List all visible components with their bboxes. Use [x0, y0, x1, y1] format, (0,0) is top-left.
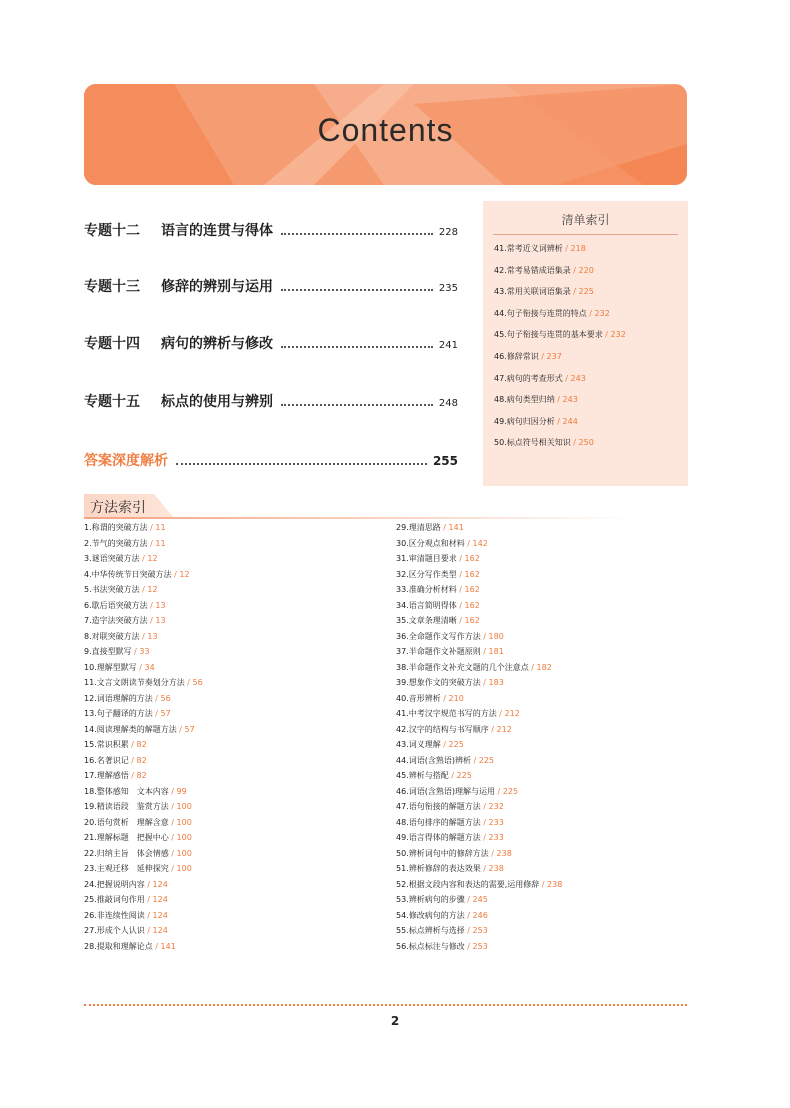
method-item-text: 40.音形辨析	[396, 693, 441, 703]
method-item[interactable]: 40.音形辨析 / 210	[396, 693, 464, 703]
toc-page-number: 235	[438, 283, 458, 294]
method-item-page: 182	[536, 662, 552, 672]
method-item-page: 238	[488, 864, 504, 873]
method-item[interactable]: 51.辨析修辞的表达效果 / 238	[396, 864, 504, 873]
method-item-text: 47.语句衔接的解题方法	[396, 802, 481, 811]
method-item-text: 46.词语(含熟语)理解与运用	[396, 786, 495, 796]
method-item-text: 53.辨析病句的步骤	[396, 895, 465, 904]
method-item-text: 27.形成个人认识	[84, 926, 145, 935]
method-item-text: 52.根据文段内容和表达的需要,运用修辞	[396, 879, 540, 889]
method-item-text: 28.提取和理解论点	[84, 941, 153, 951]
method-item[interactable]: 8.对联突破方法 / 13	[84, 631, 158, 641]
method-item-text: 13.句子翻译的方法	[84, 709, 153, 718]
index-item[interactable]: 45.句子衔接与连贯的基本要求 / 232	[494, 330, 626, 340]
method-item[interactable]: 38.半命题作文补充文题的几个注意点 / 182	[396, 662, 552, 672]
index-item-text: 50.标点符号相关知识	[494, 438, 571, 448]
method-item[interactable]: 23.主观迁移 延伸探究 / 100	[84, 864, 192, 873]
index-item-text: 41.常考近义词辨析	[494, 244, 563, 253]
method-item[interactable]: 19.精读语段 鉴赏方法 / 100	[84, 802, 192, 811]
toc-leader	[281, 404, 433, 406]
method-item-page: 162	[464, 585, 480, 594]
method-item[interactable]: 16.名著识记 / 82	[84, 755, 147, 765]
method-item[interactable]: 41.中考汉字规范书写的方法 / 212	[396, 709, 520, 718]
method-item-page: 57	[160, 709, 171, 718]
index-item-text: 43.常用关联词语集录	[494, 287, 571, 297]
method-item[interactable]: 1.称谓的突破方法 / 11	[84, 523, 166, 532]
method-item-text: 55.标点辨析与选择	[396, 926, 465, 935]
method-item-text: 25.推敲词句作用	[84, 895, 145, 904]
method-item-text: 6.歇后语突破方法	[84, 600, 148, 610]
toc-row-answers[interactable]	[84, 450, 458, 470]
method-item-page: 82	[136, 755, 147, 765]
method-item-text: 51.辨析修辞的表达效果	[396, 864, 481, 873]
method-item-text: 24.把握说明内容	[84, 879, 145, 889]
method-item-page: 181	[488, 647, 504, 656]
index-item[interactable]: 48.病句类型归纳 / 243	[494, 395, 578, 405]
method-item-text: 34.语言简明得体	[396, 600, 457, 610]
method-item-page: 225	[456, 771, 472, 780]
index-item-page: 225	[578, 287, 594, 297]
method-item[interactable]: 15.常识积累 / 82	[84, 740, 147, 749]
method-item-page: 12	[179, 569, 190, 579]
method-item-text: 45.辨析与搭配	[396, 771, 449, 780]
index-item[interactable]: 42.常考易错成语集录 / 220	[494, 265, 594, 275]
method-item-page: 142	[472, 538, 488, 548]
index-item-text: 47.病句的考查形式	[494, 373, 563, 383]
method-item[interactable]: 10.理解型默写 / 34	[84, 662, 155, 672]
method-item-page: 13	[147, 631, 158, 641]
toc-page-number: 228	[438, 227, 458, 238]
contents-banner	[84, 84, 687, 185]
method-item-text: 30.区分观点和材料	[396, 538, 465, 548]
index-item-text: 48.病句类型归纳	[494, 395, 555, 405]
answers-title: 答案深度解析	[84, 453, 168, 469]
toc-leader	[176, 463, 427, 465]
method-item-text: 18.整体感知 文本内容	[84, 786, 169, 796]
method-item[interactable]: 42.汉字的结构与书写顺序 / 212	[396, 724, 512, 734]
method-item[interactable]: 18.整体感知 文本内容 / 99	[84, 786, 187, 796]
method-item[interactable]: 25.推敲词句作用 / 124	[84, 895, 168, 904]
index-item-page: 243	[570, 373, 586, 383]
method-item[interactable]: 50.辨析词句中的修辞方法 / 238	[396, 848, 512, 858]
method-item[interactable]: 5.书法突破方法 / 12	[84, 585, 158, 594]
method-item-page: 57	[184, 724, 195, 734]
method-item-page: 12	[147, 585, 158, 594]
method-item[interactable]: 33.准确分析材料 / 162	[396, 585, 480, 594]
method-list-left	[84, 520, 384, 954]
method-item[interactable]: 55.标点辨析与选择 / 253	[396, 926, 488, 935]
method-item-text: 21.理解标题 把握中心	[84, 833, 169, 842]
method-item[interactable]: 46.词语(含熟语)理解与运用 / 225	[396, 786, 519, 796]
method-item-page: 212	[496, 724, 512, 734]
toc-topic-title: 修辞的辨别与运用	[161, 279, 273, 295]
method-item-page: 100	[176, 817, 192, 827]
method-item-page: 12	[147, 554, 158, 563]
method-item[interactable]: 14.阅读理解类的解题方法 / 57	[84, 724, 195, 734]
index-item-page: 243	[562, 395, 578, 405]
index-item-page: 250	[578, 438, 594, 448]
method-item-text: 3.谜语突破方法	[84, 554, 140, 563]
method-item[interactable]: 54.修改病句的方法 / 246	[396, 910, 488, 920]
method-list-right	[396, 520, 696, 954]
method-item[interactable]: 17.理解感悟 / 82	[84, 771, 147, 780]
method-item[interactable]: 3.谜语突破方法 / 12	[84, 554, 158, 563]
method-item-page: 245	[472, 895, 488, 904]
method-item-text: 29.理清思路	[396, 523, 441, 532]
checklist-index-list	[494, 243, 684, 459]
method-item-page: 99	[176, 786, 187, 796]
method-item-page: 183	[488, 678, 504, 687]
toc-page-number: 241	[438, 340, 458, 351]
method-item-text: 11.文言文朗读节奏划分方法	[84, 678, 185, 687]
method-item-text: 26.非连续性阅读	[84, 910, 145, 920]
method-item-page: 233	[488, 833, 504, 842]
method-item[interactable]: 13.句子翻译的方法 / 57	[84, 709, 171, 718]
method-item-page: 210	[448, 693, 464, 703]
method-item[interactable]: 28.提取和理解论点 / 141	[84, 941, 176, 951]
method-item-page: 11	[155, 538, 166, 548]
method-item-text: 15.常识积累	[84, 740, 129, 749]
toc-topic-title: 标点的使用与辨别	[161, 394, 273, 410]
method-item-text: 36.全命题作文写作方法	[396, 631, 481, 641]
method-item-text: 8.对联突破方法	[84, 631, 140, 641]
method-item-page: 34	[144, 662, 155, 672]
method-item-text: 5.书法突破方法	[84, 585, 140, 594]
method-item-text: 12.词语理解的方法	[84, 693, 153, 703]
answers-page-number: 255	[432, 454, 458, 468]
method-item[interactable]: 43.词义理解 / 225	[396, 740, 464, 749]
method-index-title: 方法索引	[90, 500, 146, 516]
index-item[interactable]: 44.句子衔接与连贯的特点 / 232	[494, 308, 610, 318]
method-item-text: 32.区分写作类型	[396, 569, 457, 579]
method-item-text: 44.词语(含熟语)辨析	[396, 755, 471, 765]
toc-leader	[281, 233, 433, 235]
method-item[interactable]: 45.辨析与搭配 / 225	[396, 771, 472, 780]
method-item-page: 124	[152, 910, 168, 920]
index-item-text: 45.句子衔接与连贯的基本要求	[494, 330, 603, 340]
toc-page-number: 248	[438, 398, 458, 409]
method-item-page: 232	[488, 802, 504, 811]
method-item-page: 124	[152, 895, 168, 904]
method-item-text: 49.语言得体的解题方法	[396, 833, 481, 842]
toc-leader	[281, 346, 433, 348]
method-item-text: 33.准确分析材料	[396, 585, 457, 594]
method-item-text: 48.语句排序的解题方法	[396, 817, 481, 827]
method-item-text: 54.修改病句的方法	[396, 910, 465, 920]
method-item[interactable]: 36.全命题作文写作方法 / 180	[396, 631, 504, 641]
method-item[interactable]: 24.把握说明内容 / 124	[84, 879, 168, 889]
footer-divider	[84, 1004, 687, 1006]
method-item-page: 141	[160, 941, 176, 951]
method-item-page: 162	[464, 554, 480, 563]
method-item[interactable]: 4.中华传统节日突破方法 / 12	[84, 569, 190, 579]
toc-topic-title: 病句的辨析与修改	[161, 336, 273, 352]
method-item[interactable]: 53.辨析病句的步骤 / 245	[396, 895, 488, 904]
method-item[interactable]: 35.文章条理清晰 / 162	[396, 616, 480, 625]
toc-row[interactable]	[84, 391, 458, 411]
method-item-text: 1.称谓的突破方法	[84, 523, 148, 532]
method-item-text: 10.理解型默写	[84, 662, 137, 672]
method-item[interactable]: 30.区分观点和材料 / 142	[396, 538, 488, 548]
method-item-page: 162	[464, 616, 480, 625]
method-item-text: 37.半命题作文补题原则	[396, 647, 481, 656]
method-item[interactable]: 56.标点标注与修改 / 253	[396, 941, 488, 951]
method-item[interactable]: 7.造字法突破方法 / 13	[84, 616, 166, 625]
method-item[interactable]: 37.半命题作文补题原则 / 181	[396, 647, 504, 656]
method-item[interactable]: 52.根据文段内容和表达的需要,运用修辞 / 238	[396, 879, 563, 889]
index-item[interactable]: 43.常用关联词语集录 / 225	[494, 287, 594, 297]
method-item[interactable]: 34.语言简明得体 / 162	[396, 600, 480, 610]
method-item[interactable]: 31.审清题目要求 / 162	[396, 554, 480, 563]
index-item-page: 218	[570, 244, 586, 253]
method-item-page: 253	[472, 926, 488, 935]
method-item-page: 246	[472, 910, 488, 920]
method-item-text: 50.辨析词句中的修辞方法	[396, 848, 489, 858]
index-item-page: 232	[594, 308, 610, 318]
method-item-page: 124	[152, 879, 168, 889]
method-item[interactable]: 26.非连续性阅读 / 124	[84, 910, 168, 920]
method-item-page: 225	[478, 755, 495, 765]
method-item-text: 39.想象作文的突破方法	[396, 678, 481, 687]
method-item-text: 20.语句赏析 理解含意	[84, 817, 169, 827]
method-item-page: 100	[176, 802, 192, 811]
method-item-page: 141	[448, 523, 464, 532]
toc-topic-title: 语言的连贯与得体	[161, 223, 273, 239]
toc-topic-number: 专题十四	[84, 336, 140, 352]
method-item-page: 33	[139, 647, 150, 656]
index-item[interactable]: 50.标点符号相关知识 / 250	[494, 438, 594, 448]
toc-topic-number: 专题十二	[84, 223, 140, 239]
method-item-page: 180	[488, 631, 504, 641]
page-number: 2	[390, 1014, 400, 1028]
index-item-page: 237	[546, 351, 562, 361]
toc-topic-number: 专题十五	[84, 394, 140, 410]
index-item-text: 49.病句归因分析	[494, 416, 555, 426]
method-item-page: 82	[136, 740, 147, 749]
method-item[interactable]: 6.歇后语突破方法 / 13	[84, 600, 166, 610]
method-item-page: 238	[547, 879, 563, 889]
method-item-page: 56	[160, 693, 171, 703]
index-item[interactable]: 41.常考近义词辨析 / 218	[494, 244, 586, 253]
index-item[interactable]: 46.修辞常识 / 237	[494, 351, 562, 361]
checklist-index-panel	[483, 201, 688, 486]
method-item-page: 212	[504, 709, 520, 718]
index-item[interactable]: 47.病句的考查形式 / 243	[494, 373, 586, 383]
method-item[interactable]: 32.区分写作类型 / 162	[396, 569, 480, 579]
method-item[interactable]: 11.文言文朗读节奏划分方法 / 56	[84, 678, 203, 687]
index-item-text: 46.修辞常识	[494, 351, 539, 361]
method-item-text: 43.词义理解	[396, 740, 441, 749]
index-item[interactable]: 49.病句归因分析 / 244	[494, 416, 578, 426]
toc-row[interactable]	[84, 220, 458, 240]
toc-row[interactable]	[84, 276, 458, 296]
method-item[interactable]: 48.语句排序的解题方法 / 233	[396, 817, 504, 827]
index-item-text: 42.常考易错成语集录	[494, 265, 571, 275]
method-item-text: 56.标点标注与修改	[396, 941, 465, 951]
toc-topic-number: 专题十三	[84, 279, 140, 295]
method-item-text: 9.直接型默写	[84, 647, 132, 656]
method-item-page: 13	[155, 616, 166, 625]
method-item-page: 162	[464, 600, 480, 610]
method-item-text: 31.审清题目要求	[396, 554, 457, 563]
method-item-page: 124	[152, 926, 168, 935]
method-item-page: 100	[176, 864, 192, 873]
method-item[interactable]: 29.理清思路 / 141	[396, 523, 464, 532]
method-item-text: 17.理解感悟	[84, 771, 129, 780]
method-item-page: 100	[176, 833, 192, 842]
method-item[interactable]: 47.语句衔接的解题方法 / 232	[396, 802, 504, 811]
method-item[interactable]: 22.归纳主旨 体会情感 / 100	[84, 848, 192, 858]
method-item-text: 35.文章条理清晰	[396, 616, 457, 625]
method-item-text: 14.阅读理解类的解题方法	[84, 724, 177, 734]
toc-leader	[281, 289, 433, 291]
method-item-text: 41.中考汉字规范书写的方法	[396, 709, 497, 718]
method-item[interactable]: 39.想象作文的突破方法 / 183	[396, 678, 504, 687]
method-item-text: 19.精读语段 鉴赏方法	[84, 802, 169, 811]
method-item-text: 23.主观迁移 延伸探究	[84, 864, 169, 873]
method-item-text: 38.半命题作文补充文题的几个注意点	[396, 662, 529, 672]
toc-row[interactable]	[84, 333, 458, 353]
index-item-text: 44.句子衔接与连贯的特点	[494, 308, 587, 318]
method-item[interactable]: 21.理解标题 把握中心 / 100	[84, 833, 192, 842]
method-item[interactable]: 27.形成个人认识 / 124	[84, 926, 168, 935]
checklist-index-title: 清单索引	[493, 211, 678, 235]
method-item-text: 16.名著识记	[84, 755, 129, 765]
method-item[interactable]: 12.词语理解的方法 / 56	[84, 693, 171, 703]
method-item[interactable]: 44.词语(含熟语)辨析 / 225	[396, 755, 495, 765]
method-item-text: 2.节气的突破方法	[84, 538, 148, 548]
method-item-text: 42.汉字的结构与书写顺序	[396, 724, 489, 734]
method-item-page: 11	[155, 523, 166, 532]
index-item-page: 244	[562, 416, 578, 426]
method-item[interactable]: 20.语句赏析 理解含意 / 100	[84, 817, 192, 827]
method-item-page: 225	[448, 740, 464, 749]
method-item[interactable]: 2.节气的突破方法 / 11	[84, 538, 166, 548]
method-item-page: 82	[136, 771, 147, 780]
method-item[interactable]: 49.语言得体的解题方法 / 233	[396, 833, 504, 842]
page-title: Contents	[317, 112, 454, 148]
method-item-text: 7.造字法突破方法	[84, 616, 148, 625]
method-item-text: 4.中华传统节日突破方法	[84, 569, 172, 579]
index-item-page: 232	[610, 330, 626, 340]
method-item-page: 56	[192, 678, 203, 687]
method-item-page: 238	[496, 848, 512, 858]
method-item-text: 22.归纳主旨 体会情感	[84, 848, 169, 858]
method-item-page: 100	[176, 848, 192, 858]
method-item-page: 225	[502, 786, 519, 796]
method-item-page: 253	[472, 941, 488, 951]
index-item-page: 220	[578, 265, 594, 275]
method-item[interactable]: 9.直接型默写 / 33	[84, 647, 150, 656]
method-index-divider	[84, 517, 632, 519]
method-item-page: 13	[155, 600, 166, 610]
method-item-page: 233	[488, 817, 504, 827]
method-item-page: 162	[464, 569, 480, 579]
